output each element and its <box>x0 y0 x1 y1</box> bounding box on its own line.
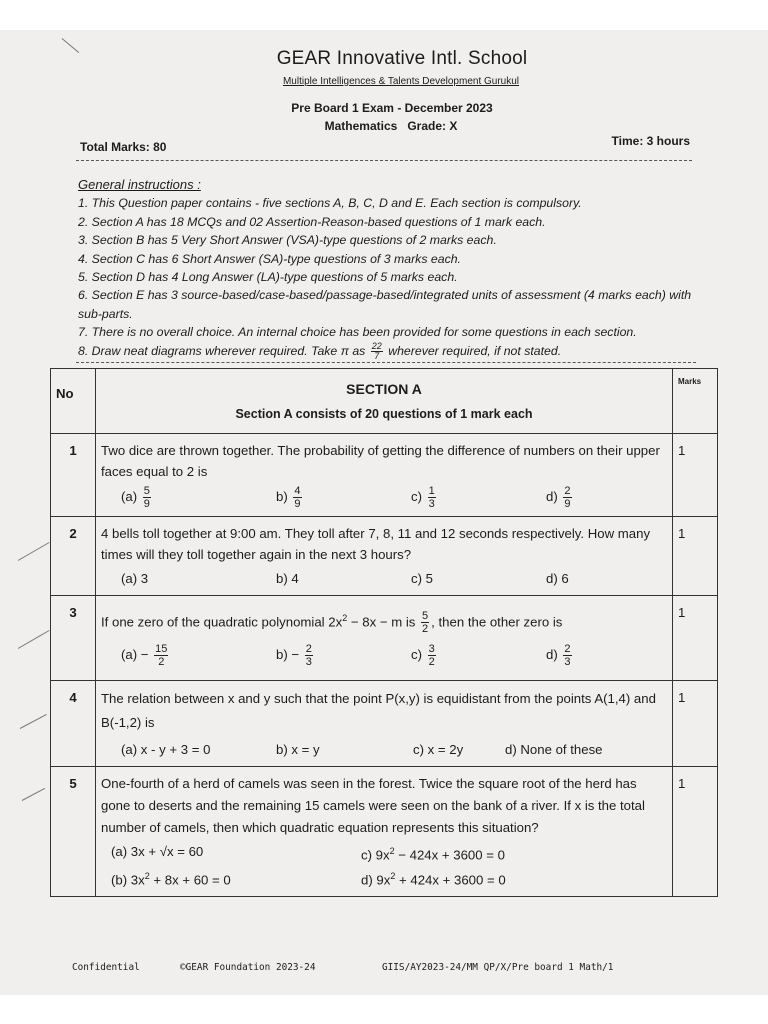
q5-options <box>101 841 667 890</box>
subject-grade: Mathematics Grade: X <box>324 119 458 133</box>
q2-option-c: c) 5 <box>411 571 433 586</box>
instruction-5: 5. Section D has 4 Long Answer (LA)-type questions of 5 marks each. <box>78 270 458 285</box>
instruction-1: 1. This Question paper contains - five sections A, B, C, D and E. Each section is compulsory. <box>78 196 582 211</box>
q4-marks: 1 <box>673 681 718 767</box>
q2-text: 4 bells toll together at 9:00 am. They toll after 7, 8, 11 and 12 seconds respectively. How many times will they toll together again in the next 3 hours? <box>101 526 651 562</box>
instruction-4: 4. Section C has 6 Short Answer (SA)-type questions of 3 marks each. <box>78 251 461 266</box>
instructions-heading: General instructions : <box>78 177 201 192</box>
q1-option-a: (a) $\frac{5}{9}$ <box>121 485 150 510</box>
q5-number: 5 <box>51 767 96 897</box>
q2-body <box>96 517 673 596</box>
footer-copyright: ©GEAR Foundation 2023-24 <box>180 962 316 973</box>
q3-zero-fraction: $\frac{5}{2}$ <box>422 610 429 636</box>
q3-marks: 1 <box>673 596 718 681</box>
table-row <box>51 517 718 596</box>
school-tagline: Multiple Intelligences & Talents Development Gurukul <box>282 76 520 87</box>
q3-option-a: (a) − $\frac{15}{2}$ <box>121 643 168 669</box>
q2-options <box>101 568 667 589</box>
instructions-divider <box>76 362 696 363</box>
footer-code: GIIS/AY2023-24/MM QP/X/Pre board 1 Math/1 <box>382 962 614 973</box>
questions-table <box>50 368 718 897</box>
q5-text: One-fourth of a herd of camels was seen in the forest. Twice the square root of the herd has gone to deserts and the remaining 15 camels were seen on the bank of a river. If x is the total number of camels, then which quadratic equation represents this situation? <box>101 776 645 836</box>
q4-number: 4 <box>51 681 96 767</box>
q2-option-b: b) 4 <box>276 571 299 586</box>
q2-option-d: d) 6 <box>546 571 569 586</box>
document-header <box>0 48 768 133</box>
school-name: GEAR Innovative Intl. School <box>276 48 528 69</box>
footer-confidential: Confidential <box>72 962 140 973</box>
col-no-header: No <box>51 369 96 434</box>
q4-options <box>101 739 667 760</box>
q3-body <box>96 596 673 681</box>
table-row <box>51 596 718 681</box>
general-instructions <box>78 176 703 361</box>
q3-options <box>101 643 667 668</box>
q1-body <box>96 434 673 517</box>
q5-marks: 1 <box>673 767 718 897</box>
q3-option-d: d) $\frac{2}{3}$ <box>546 643 571 669</box>
table-row <box>51 767 718 897</box>
table-row <box>51 681 718 767</box>
q3-text: If one zero of the quadratic polynomial $2x^2 - 8x - m$ is $\frac{5}{2}$ , then the other zero is <box>101 610 563 636</box>
q3-number: 3 <box>51 596 96 681</box>
q2-marks: 1 <box>673 517 718 596</box>
q1-option-c: c) $\frac{1}{3}$ <box>411 485 435 510</box>
q5-option-a: (a) 3x + √x = 60 <box>111 844 204 860</box>
instruction-8: 8. Draw neat diagrams wherever required. Take π as $\frac{22}{7}$ wherever required, if not stated. <box>78 340 562 361</box>
q1-option-d: d) $\frac{2}{9}$ <box>546 485 571 510</box>
q1-marks: 1 <box>673 434 718 517</box>
col-marks-header: Marks <box>673 369 718 434</box>
marks-time-row <box>80 134 690 154</box>
q2-number: 2 <box>51 517 96 596</box>
q5-option-b: (b) $3x^2 + 8x + 60 = 0$ <box>111 870 231 888</box>
q4-body <box>96 681 673 767</box>
total-marks: Total Marks: 80 <box>80 140 167 154</box>
q4-text: The relation between x and y such that the point P(x,y) is equidistant from the points A(1,4) and B(-1,2) is <box>101 691 656 731</box>
instruction-3: 3. Section B has 5 Very Short Answer (VSA)-type questions of 2 marks each. <box>78 233 497 248</box>
q2-option-a: (a) 3 <box>121 571 149 586</box>
q4-option-c: c) x = 2y <box>413 742 464 758</box>
q3-option-c: c) $\frac{3}{2}$ <box>411 643 435 669</box>
header-divider <box>76 160 692 161</box>
time-allowed: Time: 3 hours <box>611 134 690 148</box>
q5-option-d: d) $9x^2 + 424x + 3600 = 0$ <box>361 870 506 888</box>
section-header-row <box>51 369 718 434</box>
instruction-2: 2. Section A has 18 MCQs and 02 Assertion-Reason-based questions of 1 mark each. <box>78 214 546 229</box>
q1-options <box>101 485 667 510</box>
section-title: SECTION A <box>346 381 422 397</box>
q5-option-c: c) $9x^2 - 424x + 3600 = 0$ <box>361 846 505 863</box>
section-subtitle: Section A consists of 20 questions of 1 mark each <box>235 407 533 421</box>
q4-option-d: d) None of these <box>505 742 603 758</box>
exam-title: Pre Board 1 Exam - December 2023 <box>291 101 493 115</box>
section-header-cell <box>96 369 673 434</box>
instruction-7: 7. There is no overall choice. An internal choice has been provided for some questions in each section. <box>78 325 637 340</box>
q3-option-b: b) − $\frac{2}{3}$ <box>276 643 312 669</box>
q1-option-b: b) $\frac{4}{9}$ <box>276 485 301 510</box>
q1-number: 1 <box>51 434 96 517</box>
table-row <box>51 434 718 517</box>
q4-option-b: b) x = y <box>276 742 320 758</box>
q4-option-a: (a) x - y + 3 = 0 <box>121 742 211 758</box>
instruction-6: 6. Section E has 3 source-based/case-based/passage-based/integrated units of assessment (4 marks each) with sub-parts. <box>78 288 692 321</box>
q5-body <box>96 767 673 897</box>
q1-text: Two dice are thrown together. The probability of getting the difference of numbers on their upper faces equal to 2 is <box>101 443 660 479</box>
pi-fraction: $\frac{22}{7}$ <box>371 340 382 361</box>
